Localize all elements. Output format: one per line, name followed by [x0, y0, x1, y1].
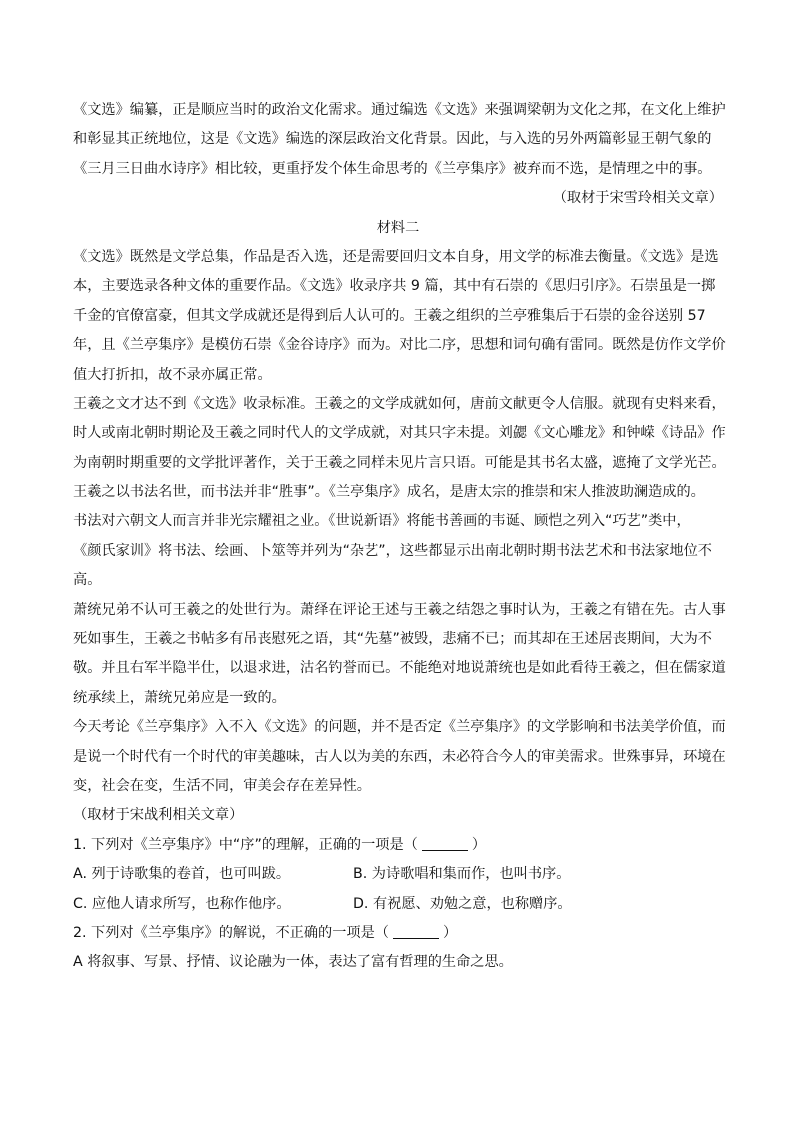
option-row [73, 860, 723, 889]
paragraph [73, 243, 726, 390]
paragraph [73, 596, 726, 714]
text-line: 敬。并且右军半隐半仕，以退求进，沽名钓誉而已。不能绝对地说萧统也是如此看待王羲之，但在儒家道 [73, 660, 726, 677]
text-line: 书法对六朝文人而言并非光宗耀祖之业。《世说新语》将能书善画的韦诞、顾恺之列入“巧艺”类中， [73, 513, 691, 530]
text-line: 《文选》既然是文学总集，作品是否入选，还是需要回归文本自身，用文学的标准去衡量。《文选》是选 [73, 248, 719, 265]
text-line: 年，且《兰亭集序》是模仿石崇《金谷诗序》而为。对比二序，思想和词句确有雷同。既然是仿作文学价 [73, 337, 726, 354]
option-c: C. 应他人请求所写，也称作他序。 [73, 895, 291, 912]
question-stem-text: 2. 下列对《兰亭集序》的解说，不正确的一项是（ [73, 924, 389, 941]
option-row [73, 890, 723, 919]
option-b: B. 为诗歌唱和集而作，也叫书序。 [353, 866, 571, 883]
option-d: D. 有祝愿、劝勉之意，也称赠序。 [353, 895, 572, 912]
source-attribution: （取材于宋雪玲相关文章） [552, 190, 723, 207]
question-stem-close: ） [471, 836, 487, 853]
option-a: A. 列于诗歌集的卷首，也可叫跋。 [73, 866, 291, 883]
text-line: 和彰显其正统地位，这是《文选》编选的深层政治文化背景。因此，与入选的另外两篇彰显王朝气象的 [73, 131, 712, 148]
text-line: 高。 [73, 572, 102, 589]
answer-blank[interactable] [422, 834, 468, 851]
text-line: 死如事生，王羲之书帖多有吊丧慰死之语，其“先墓”被毁，悲痛不已；而其却在王述居丧期间，大为不 [73, 631, 712, 648]
material-one-tail [73, 96, 726, 214]
text-line: 今天考论《兰亭集序》入不入《文选》的问题，并不是否定《兰亭集序》的文学影响和书法美学价值，而 [73, 719, 726, 736]
question-stem-close: ） [443, 924, 458, 941]
text-line: 萧统兄弟不认可王羲之的处世行为。萧绎在评论王述与王羲之结怨之事时认为，王羲之有错在先。古人事 [73, 601, 726, 618]
text-line: 值大打折扣，故不录亦属正常。 [73, 366, 272, 383]
text-line: 《文选》编纂，正是顺应当时的政治文化需求。通过编选《文选》来强调梁朝为文化之邦，在文化上维护 [73, 102, 726, 118]
text-line: 本，主要选录各种文体的重要作品。《文选》收录序共 9 篇，其中有石崇的《思归引序》。石崇虽是一掷 [73, 278, 716, 295]
question-stem-text: 1. 下列对《兰亭集序》中“序”的理解，正确的一项是（ [73, 836, 418, 853]
text-line: 《三月三日曲水诗序》相比较，更重抒发个体生命思考的《兰亭集序》被弃而不选，是情理之中的事。 [73, 160, 712, 177]
text-line: 为南朝时期重要的文学批评著作，关于王羲之同样未见片言只语。可能是其书名太盛，遮掩了文学光芒。 [73, 454, 726, 471]
document-page [73, 96, 726, 978]
answer-blank[interactable] [393, 922, 439, 939]
question-1 [73, 831, 723, 919]
question-2 [73, 919, 723, 978]
text-line: 王羲之以书法名世，而书法并非“胜事”。《兰亭集序》成名，是唐太宗的推崇和宋人推波助澜造成的。 [73, 484, 705, 501]
text-line: 《颜氏家训》将书法、绘画、卜筮等并列为“杂艺”，这些都显示出南北朝时期书法艺术和书法家地位不 [73, 542, 712, 559]
text-line: 千金的官僚富豪，但其文学成就还是得到后人认可的。王羲之组织的兰亭雅集后于石崇的金谷送别 57 [73, 307, 706, 324]
question-stem [73, 919, 723, 948]
text-line: 时人或南北朝时期论及王羲之同时代人的文学成就，对其只字未提。刘勰《文心雕龙》和钟嵘《诗品》作 [73, 425, 726, 442]
question-stem [73, 831, 723, 860]
paragraph [73, 713, 726, 801]
source-attribution: （取材于宋战利相关文章） [73, 807, 244, 824]
text-line: 变，社会在变，生活不同，审美会存在差异性。 [73, 777, 371, 794]
text-line: 是说一个时代有一个时代的审美趣味，古人以为美的东西，未必符合今人的审美需求。世殊事异，环境在 [73, 748, 726, 765]
section-heading: 材料二 [376, 219, 420, 236]
material-two [73, 214, 726, 831]
text-line: 统承续上，萧统兄弟应是一致的。 [73, 689, 286, 706]
text-line: 王羲之文才达不到《文选》收录标准。王羲之的文学成就如何，唐前文献更令人信服。就现有史料来看， [73, 395, 726, 412]
paragraph [73, 478, 723, 596]
paragraph [73, 390, 726, 478]
option-a: A 将叙事、写景、抒情、议论融为一体，表达了富有哲理的生命之思。 [73, 954, 513, 971]
